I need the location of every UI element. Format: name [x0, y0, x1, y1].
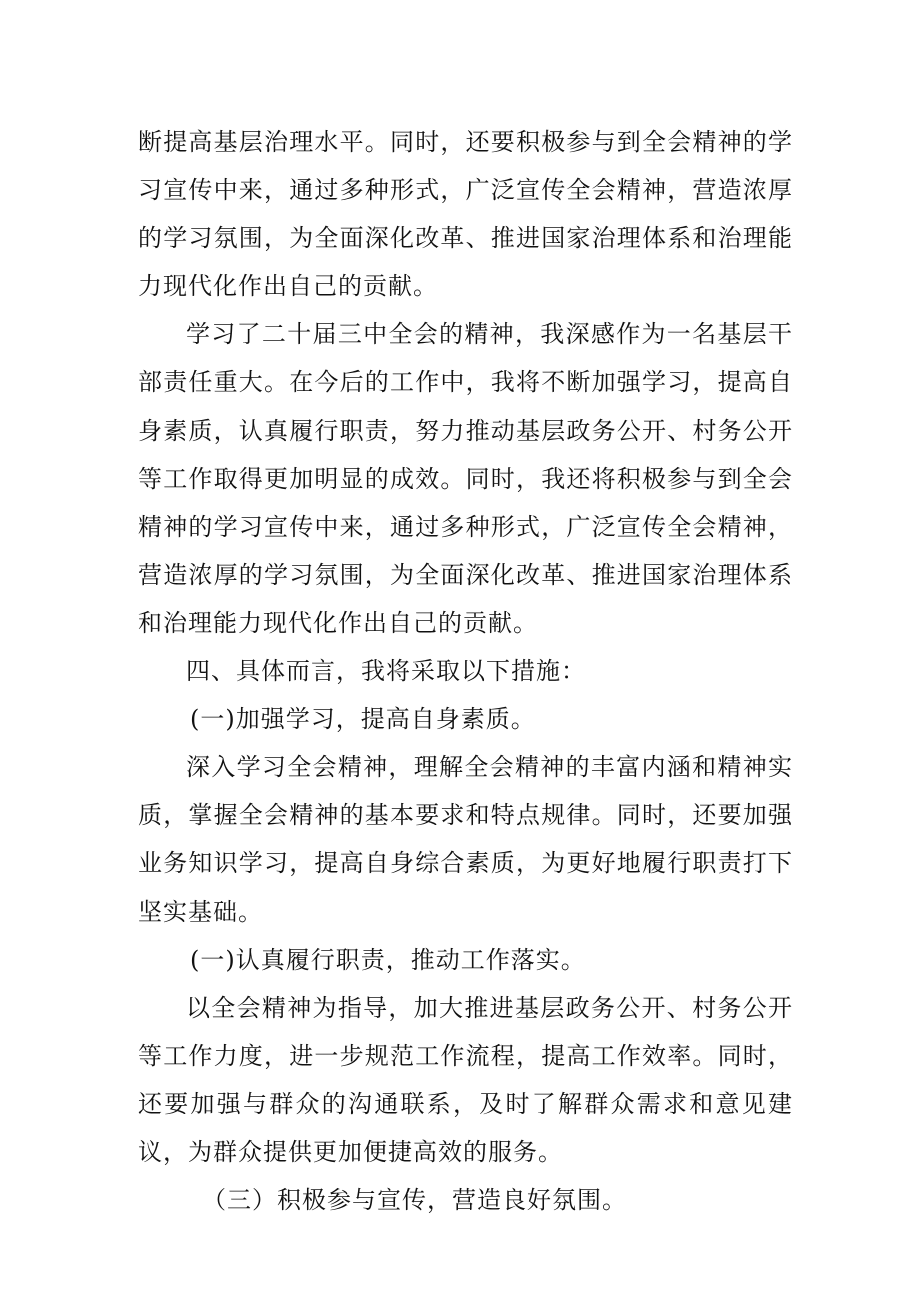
section-heading-four: 四、具体而言，我将采取以下措施：: [186, 657, 586, 686]
subheading-duty: (一)认真履行职责，推动工作落实。: [190, 945, 586, 974]
paragraph-study: 深入学习全会精神，理解全会精神的丰富内涵和精神实质，掌握全会精神的基本要求和特点规律。同时，还要加强业务知识学习，提高自身综合素质，为更好地履行职责打下坚实基础。: [138, 753, 793, 926]
subheading-publicity: （三）积极参与宣传，营造良好氛围。: [202, 1186, 627, 1215]
subheading-study: (一)加强学习，提高自身素质。: [190, 705, 536, 734]
document-body: [138, 118, 793, 1224]
paragraph-duty: 以全会精神为指导，加大推进基层政务公开、村务公开等工作力度，进一步规范工作流程，提高工作效率。同时，还要加强与群众的沟通联系，及时了解群众需求和意见建议，为群众提供更加便捷高效的服务。: [138, 993, 793, 1166]
paragraph-reflection: 学习了二十届三中全会的精神，我深感作为一名基层干部责任重大。在今后的工作中，我将不断加强学习，提高自身素质，认真履行职责，努力推动基层政务公开、村务公开等工作取得更加明显的成效。同时，我还将积极参与到全会精神的学习宣传中来，通过多种形式，广泛宣传全会精神，营造浓厚的学习氛围，为全面深化改革、推进国家治理体系和治理能力现代化作出自己的贡献。: [138, 320, 793, 637]
paragraph-continuation: 断提高基层治理水平。同时，还要积极参与到全会精神的学习宣传中来，通过多种形式，广泛宣传全会精神，营造浓厚的学习氛围，为全面深化改革、推进国家治理体系和治理能力现代化作出自己的贡献。: [138, 128, 793, 301]
